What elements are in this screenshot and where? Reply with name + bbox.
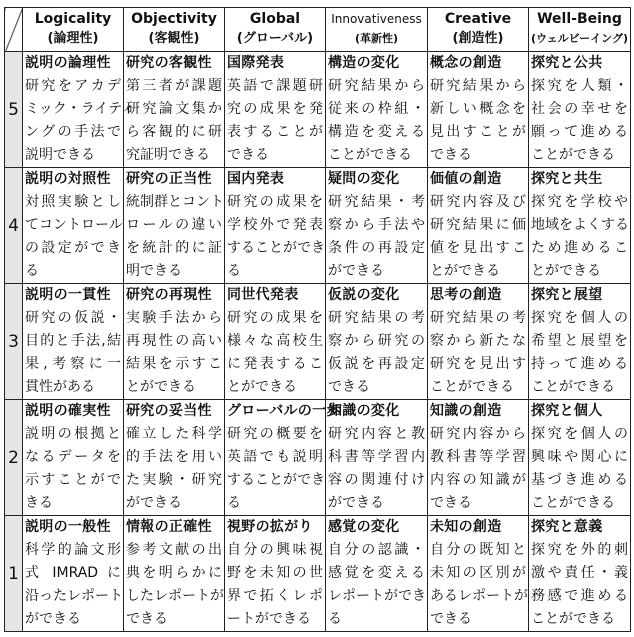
column-header-japanese: (革新性) xyxy=(354,32,399,45)
criterion-title: 構造の変化 xyxy=(328,55,400,71)
criterion-description-line: 見出すことが xyxy=(430,124,526,140)
rubric-cell xyxy=(225,52,326,168)
criterion-description-line: 実験手法から xyxy=(126,310,222,326)
rubric-cell xyxy=(225,400,341,516)
criterion-description-line: 従来の枠組・ xyxy=(328,101,425,117)
criterion-title: 探究と公共 xyxy=(531,55,603,71)
criterion-description-line: ができる xyxy=(328,495,384,511)
criterion-description-line: 対照実験とし xyxy=(25,194,121,210)
column-header-japanese: (グローバル) xyxy=(236,31,314,46)
criterion-description-line: 示すことがで xyxy=(25,472,121,488)
criterion-description-line: 科書等学習内 xyxy=(328,449,425,465)
criterion-title: 価値の創造 xyxy=(430,171,502,187)
criterion-title: 国内発表 xyxy=(227,171,285,187)
criterion-description-line: 感覚を変える xyxy=(328,565,425,581)
criterion-title: 研究の正当性 xyxy=(126,171,212,187)
criterion-description-line: 果,考察に一 xyxy=(25,356,121,372)
column-header-objectivity xyxy=(124,8,225,52)
criterion-title: 説明の一貫性 xyxy=(25,287,111,303)
criterion-description-line: 研究の成果を xyxy=(227,194,323,210)
criterion-description-line: とができる xyxy=(126,379,196,395)
rubric-cell xyxy=(23,168,124,284)
rubric-row-level-4 xyxy=(5,168,631,284)
rubric-row-level-1 xyxy=(5,516,631,632)
criterion-title: 概念の創造 xyxy=(430,55,502,71)
rubric-row-level-5 xyxy=(5,52,631,168)
criterion-description-line: る xyxy=(227,495,241,511)
level-label: 2 xyxy=(5,400,23,516)
criterion-description-line: の設定ができ xyxy=(25,240,121,256)
criterion-description-line: ことができる xyxy=(531,147,615,163)
rubric-table xyxy=(4,7,631,632)
criterion-description-line: 構造を変える xyxy=(328,124,425,140)
criterion-title: 思考の創造 xyxy=(430,287,502,303)
criterion-description-line: 条件の再設定 xyxy=(328,240,425,256)
header-row xyxy=(5,8,631,52)
criterion-description-line: 基づき進める xyxy=(531,472,628,488)
criterion-description-line: 研究結果の考 xyxy=(328,310,425,326)
column-header-english: Innovativeness xyxy=(331,12,422,26)
column-header-japanese: (論理性) xyxy=(47,31,99,46)
criterion-description-line: 参考文献の出 xyxy=(126,542,222,558)
rubric-cell xyxy=(428,52,529,168)
criterion-title: 視野の拡がり xyxy=(227,519,313,535)
criterion-description-line: 探究を学校や xyxy=(531,194,628,210)
level-label: 4 xyxy=(5,168,23,284)
criterion-title: 探究と共生 xyxy=(531,171,603,187)
rubric-cell xyxy=(124,52,225,168)
criterion-title: 情報の正確性 xyxy=(126,519,212,535)
column-header-innovativeness xyxy=(326,8,428,52)
criterion-description-line: た実験・研究 xyxy=(126,472,222,488)
rubric-row-level-3 xyxy=(5,284,631,400)
criterion-description-line: きる xyxy=(25,495,53,511)
criterion-description-line: できる xyxy=(430,147,472,163)
criterion-description-line: 希望と展望を xyxy=(531,333,628,349)
criterion-description-line: 表することが xyxy=(227,124,323,140)
criterion-description-line: 研究結果・考 xyxy=(328,194,425,210)
criterion-description-line: 研究の概要を xyxy=(227,426,323,442)
criterion-description-line: 統制群とコント xyxy=(126,194,224,210)
criterion-description-line: ングの手法で xyxy=(25,124,121,140)
rubric-cell xyxy=(529,284,631,400)
criterion-description-line: 探究を外的刺 xyxy=(531,542,628,558)
criterion-description-line: 結果を示すこ xyxy=(126,356,222,372)
criterion-description-line: することができ xyxy=(227,240,325,256)
rubric-cell xyxy=(326,284,428,400)
criterion-description-line: 研究内容から xyxy=(430,426,526,442)
criterion-description-line: 研究論文集か xyxy=(126,101,222,117)
criterion-description-line: 内容の知識が xyxy=(430,472,526,488)
criterion-description-line: 興味や関心に xyxy=(531,449,628,465)
criterion-description-line: ロールの違い xyxy=(126,217,222,233)
criterion-description-line: 研究結果の考 xyxy=(430,310,526,326)
criterion-description-line: てコントロール xyxy=(25,217,123,233)
criterion-description-line: 願って進める xyxy=(531,124,628,140)
criterion-description-line: 究証明できる xyxy=(126,147,210,163)
criterion-title: 同世代発表 xyxy=(227,287,299,303)
criterion-description-line: することができ xyxy=(227,472,325,488)
criterion-description-line: 目的と手法,結 xyxy=(25,333,121,349)
criterion-description-line: ミック・ライティ xyxy=(25,101,136,117)
criterion-description-line: 探究を人類・ xyxy=(531,78,628,94)
criterion-title: 疑問の変化 xyxy=(328,171,400,187)
criterion-description-line: ことができる xyxy=(430,379,514,395)
rubric-cell xyxy=(326,52,428,168)
criterion-description-line: できる xyxy=(126,611,168,627)
criterion-description-line: 科学的論文形 xyxy=(25,542,121,558)
criterion-title: 研究の妥当性 xyxy=(126,403,212,419)
column-header-creative xyxy=(428,8,529,52)
criterion-description-line: 説明できる xyxy=(25,147,95,163)
criterion-title: 研究の客観性 xyxy=(126,55,212,71)
criterion-description-line: 値を見出すこ xyxy=(430,240,526,256)
criterion-description-line: ことができる xyxy=(531,495,615,511)
rubric-cell xyxy=(124,400,225,516)
criterion-description-line: ができる xyxy=(126,495,182,511)
rubric-cell xyxy=(428,168,529,284)
criterion-title: 研究の再現性 xyxy=(126,287,212,303)
column-header-english: Objectivity xyxy=(131,11,217,27)
rubric-cell xyxy=(326,516,428,632)
criterion-description-line: 自分の認識・ xyxy=(328,542,425,558)
criterion-title: 探究と個人 xyxy=(531,403,603,419)
criterion-description-line: 新しい概念を xyxy=(430,101,526,117)
rubric-cell xyxy=(124,284,225,400)
criterion-description-line: とができる xyxy=(531,263,601,279)
criterion-title: 感覚の変化 xyxy=(328,519,400,535)
criterion-description-line: 第三者が課題 xyxy=(126,78,222,94)
criterion-description-line: る xyxy=(227,263,241,279)
criterion-description-line: レポートができ xyxy=(328,588,426,604)
criterion-title: 探究と展望 xyxy=(531,287,603,303)
criterion-description-line: 研究結果から xyxy=(328,78,425,94)
criterion-description-line: ら客観的に研 xyxy=(126,124,222,140)
criterion-description-line: あるレポートが xyxy=(430,588,528,604)
criterion-description-line: とができる xyxy=(227,379,297,395)
rubric-cell xyxy=(326,168,428,284)
criterion-description-line: 社会の幸せを xyxy=(531,101,628,117)
criterion-description-line: 究の成果を発 xyxy=(227,101,323,117)
criterion-description-line: る xyxy=(25,263,39,279)
criterion-description-line: 典を明らかに xyxy=(126,565,222,581)
rubric-body xyxy=(5,52,631,632)
criterion-title: 仮説の変化 xyxy=(328,287,400,303)
criterion-description-line: できる xyxy=(430,611,472,627)
rubric-cell xyxy=(23,52,136,168)
criterion-description-line: ため進めるこ xyxy=(531,240,628,256)
criterion-description-line: 持って進める xyxy=(531,356,628,372)
criterion-title: 未知の創造 xyxy=(430,519,502,535)
criterion-description-line: る xyxy=(328,611,342,627)
criterion-description-line: 研究を見出す xyxy=(430,356,526,372)
criterion-description-line: 務感で進める xyxy=(531,588,628,604)
criterion-description-line: できる xyxy=(328,379,370,395)
level-label: 5 xyxy=(5,52,23,168)
rubric-cell xyxy=(529,52,631,168)
rubric-cell xyxy=(124,516,225,632)
criterion-description-line: 説明の根拠と xyxy=(25,426,121,442)
rubric-cell xyxy=(529,516,631,632)
column-header-japanese: (客観性) xyxy=(148,31,200,46)
criterion-description-line: 研究をアカデ xyxy=(25,78,121,94)
corner-cell xyxy=(5,8,23,52)
criterion-description-line: 研究の仮説・ xyxy=(25,310,121,326)
criterion-description-line: 英語で課題研 xyxy=(227,78,323,94)
rubric-cell xyxy=(428,400,529,516)
criterion-description-line: 式 IMRAD に xyxy=(25,565,121,581)
rubric-cell xyxy=(23,284,124,400)
rubric-cell xyxy=(124,168,225,284)
criterion-description-line: なるデータを xyxy=(25,449,121,465)
criterion-description-line: できる xyxy=(227,147,269,163)
criterion-description-line: 教科書等学習 xyxy=(430,449,526,465)
criterion-description-line: 貫性がある xyxy=(25,379,95,395)
criterion-description-line: 再現性の高い xyxy=(126,333,222,349)
column-header-japanese: (創造性) xyxy=(452,31,504,46)
criterion-description-line: を統計的に証 xyxy=(126,240,222,256)
criterion-description-line: 研究内容及び xyxy=(430,194,526,210)
criterion-description-line: ートができる xyxy=(227,611,311,627)
criterion-description-line: 学校外で発表 xyxy=(227,217,323,233)
criterion-description-line: 界で拓くレポ xyxy=(227,588,323,604)
rubric-cell xyxy=(529,400,631,516)
criterion-description-line: 英語でも説明 xyxy=(227,449,323,465)
criterion-description-line: 研究内容と教 xyxy=(328,426,425,442)
criterion-description-line: 察から新たな xyxy=(430,333,526,349)
rubric-cell xyxy=(23,400,124,516)
criterion-description-line: 的手法を用い xyxy=(126,449,222,465)
criterion-description-line: 地域をよくする xyxy=(531,217,629,233)
column-header-well-being xyxy=(529,8,631,52)
criterion-description-line: 激や責任・義 xyxy=(531,565,628,581)
criterion-description-line: 察から研究の xyxy=(328,333,425,349)
criterion-title: 説明の確実性 xyxy=(25,403,111,419)
criterion-description-line: 探究を個人の xyxy=(531,426,628,442)
level-label: 3 xyxy=(5,284,23,400)
column-header-logicality xyxy=(23,8,124,52)
criterion-description-line: 研究結果に価 xyxy=(430,217,526,233)
column-header-english: Creative xyxy=(444,11,512,27)
column-header-english: Well-Being xyxy=(537,11,622,27)
criterion-title: グローバルの一歩 xyxy=(227,403,341,419)
criterion-description-line: 研究の成果を xyxy=(227,310,323,326)
column-header-japanese: (ウェルビーイング) xyxy=(531,32,628,45)
column-header-english: Logicality xyxy=(34,11,112,27)
criterion-description-line: 仮説を再設定 xyxy=(328,356,425,372)
criterion-description-line: 自分の既知と xyxy=(430,542,526,558)
criterion-description-line: できる xyxy=(430,495,472,511)
criterion-description-line: ことができる xyxy=(328,147,412,163)
criterion-description-line: 未知の区別が xyxy=(430,565,526,581)
criterion-description-line: ができる xyxy=(328,263,384,279)
criterion-description-line: に発表するこ xyxy=(227,356,323,372)
criterion-title: 知識の変化 xyxy=(328,403,400,419)
criterion-description-line: 自分の興味視 xyxy=(227,542,323,558)
criterion-description-line: 明できる xyxy=(126,263,182,279)
criterion-description-line: とができる xyxy=(430,263,500,279)
criterion-description-line: 研究結果から xyxy=(430,78,526,94)
rubric-cell xyxy=(225,168,326,284)
criterion-title: 説明の対照性 xyxy=(25,171,111,187)
criterion-description-line: したレポートが xyxy=(126,588,224,604)
rubric-cell xyxy=(529,168,631,284)
criterion-description-line: ことができる xyxy=(531,611,615,627)
criterion-description-line: 沿ったレポート xyxy=(25,588,123,604)
criterion-description-line: 様々な高校生 xyxy=(227,333,323,349)
criterion-title: 説明の論理性 xyxy=(25,55,111,71)
criterion-description-line: 探究を個人の xyxy=(531,310,628,326)
rubric-row-level-2 xyxy=(5,400,631,516)
rubric-cell xyxy=(225,516,326,632)
criterion-description-line: ができる xyxy=(25,611,81,627)
criterion-title: 知識の創造 xyxy=(430,403,502,419)
column-header-global xyxy=(225,8,326,52)
rubric-cell xyxy=(23,516,124,632)
criterion-description-line: ことができる xyxy=(531,379,615,395)
criterion-description-line: 容の関連付け xyxy=(328,472,425,488)
criterion-title: 探究と意義 xyxy=(531,519,603,535)
rubric-cell xyxy=(225,284,326,400)
criterion-description-line: 察から手法や xyxy=(328,217,425,233)
criterion-title: 国際発表 xyxy=(227,55,285,71)
rubric-cell xyxy=(428,516,529,632)
criterion-title: 説明の一般性 xyxy=(25,519,111,535)
column-header-english: Global xyxy=(249,11,301,27)
rubric-cell xyxy=(326,400,428,516)
level-label: 1 xyxy=(5,516,23,632)
rubric-cell xyxy=(428,284,529,400)
criterion-description-line: 野を未知の世 xyxy=(227,565,323,581)
criterion-description-line: 確立した科学 xyxy=(126,426,222,442)
